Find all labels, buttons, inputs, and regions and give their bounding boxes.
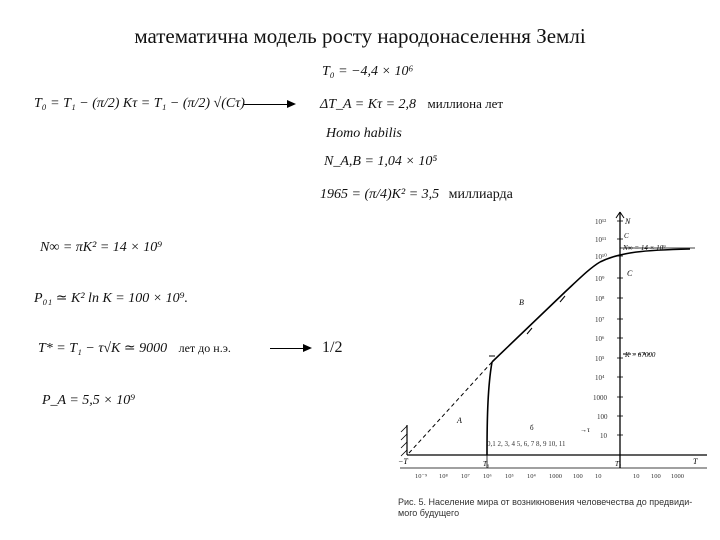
epoch-numbers: 0,1 2, 3, 4 5, 6, 7 8, 9 10, 11 (487, 440, 566, 448)
formula-1965-unit: миллиарда (448, 187, 513, 202)
label-b-top: б (530, 424, 534, 432)
y-tick-label: 10⁸ (595, 295, 605, 303)
hatch-line (401, 442, 407, 448)
slide-title: математична модель росту народонаселення Землі (134, 24, 586, 48)
label-c-top: C (624, 232, 629, 240)
y-tick-label: 10¹⁰ (595, 253, 607, 261)
k-label: K = 67000 (625, 351, 656, 359)
formula-p01: P₀₁ ≃ K² ln K = 100 × 10⁹. (34, 291, 189, 306)
x-tick-label: 10⁴ (527, 473, 536, 480)
t1-label: T₁ (615, 460, 622, 468)
label-c-right: C (627, 269, 633, 278)
hatch-line (401, 450, 407, 456)
formula-t0-value: T₀ = −4,4 × 10⁶ (322, 64, 414, 79)
formula-n-infinity: N∞ = πK² = 14 × 10⁹ (40, 240, 163, 255)
t0-label: T₀ (483, 460, 490, 468)
y-tick-label: 10⁵ (595, 355, 605, 363)
y-tick-label: 10⁹ (595, 275, 605, 283)
formula-t-star (38, 340, 231, 357)
x-tick-label: 10 (595, 473, 602, 480)
formula-t-star-value: T* = T₁ − τ√K ≃ 9000 (38, 341, 168, 356)
label-a: A (457, 416, 462, 425)
x-tick-label: 10⁻⁹ (415, 473, 428, 480)
y-tick-label: 10¹² (595, 218, 607, 226)
formula-t0: T₀ = T₁ − (π/2) Kτ = T₁ − (π/2) √(Cτ) (34, 96, 245, 111)
curve-b (492, 262, 600, 362)
x-tick-label: 1000 (671, 473, 684, 480)
arrow-right-1 (244, 104, 294, 105)
homo-habilis-label: Homo habilis (326, 126, 402, 141)
y-tick-label: 10 (600, 432, 607, 440)
formula-1965 (320, 187, 513, 203)
y-tick-labels (593, 218, 608, 440)
n-infinity-label: N∞ = 14 × 10⁹ (623, 244, 666, 252)
x-tick-label: 10 (633, 473, 640, 480)
x-tick-label: 1000 (549, 473, 562, 480)
label-tau: →τ (580, 426, 590, 434)
x-tick-labels-left (415, 473, 602, 480)
formula-1965-value: 1965 = (π/4)K² = 3,5 (320, 187, 440, 202)
x-tick-label: 100 (573, 473, 583, 480)
x-tick-label: 10⁶ (483, 473, 492, 480)
population-figure (395, 210, 715, 530)
y-tick-label: 10⁴ (595, 374, 605, 382)
formula-nab: N_A,B = 1,04 × 10⁵ (324, 154, 438, 169)
formula-delta-ta-unit: миллиона лет (427, 96, 504, 111)
formula-pa: P_A = 5,5 × 10⁹ (42, 393, 136, 408)
figure-caption: Рис. 5. Население мира от возникновения человечества до предвиди-мого будущего (398, 497, 693, 518)
x-tick-label: 10⁷ (461, 473, 470, 480)
formula-delta-ta (320, 96, 503, 113)
y-tick-label: 1000 (593, 394, 607, 402)
x-axis-label-left: −T (398, 457, 408, 466)
y-tick-label: 10⁶ (595, 335, 605, 343)
hatch-line (401, 426, 407, 432)
label-b: B (519, 298, 524, 307)
y-tick-label: 10¹¹ (595, 236, 607, 244)
dashed-extrapolation (409, 362, 492, 453)
x-tick-label: 10⁸ (439, 473, 448, 480)
arrow-right-2 (270, 348, 310, 349)
formula-t-star-unit: лет до н.э. (178, 341, 231, 355)
formula-delta-ta-value: ΔT_A = Kτ = 2,8 (320, 97, 417, 112)
ratio-one-half: 1/2 (322, 339, 343, 356)
y-tick-label: 10⁷ (595, 316, 605, 324)
x-axis-label-right: T (693, 457, 698, 466)
hatch-line (401, 434, 407, 440)
x-tick-label: 10⁵ (505, 473, 514, 480)
x-tick-label: 100 (651, 473, 661, 480)
x-tick-labels-right (633, 473, 684, 480)
y-axis-label: N (625, 217, 631, 226)
y-tick-label: 100 (597, 413, 608, 421)
curve-tick (527, 328, 532, 334)
